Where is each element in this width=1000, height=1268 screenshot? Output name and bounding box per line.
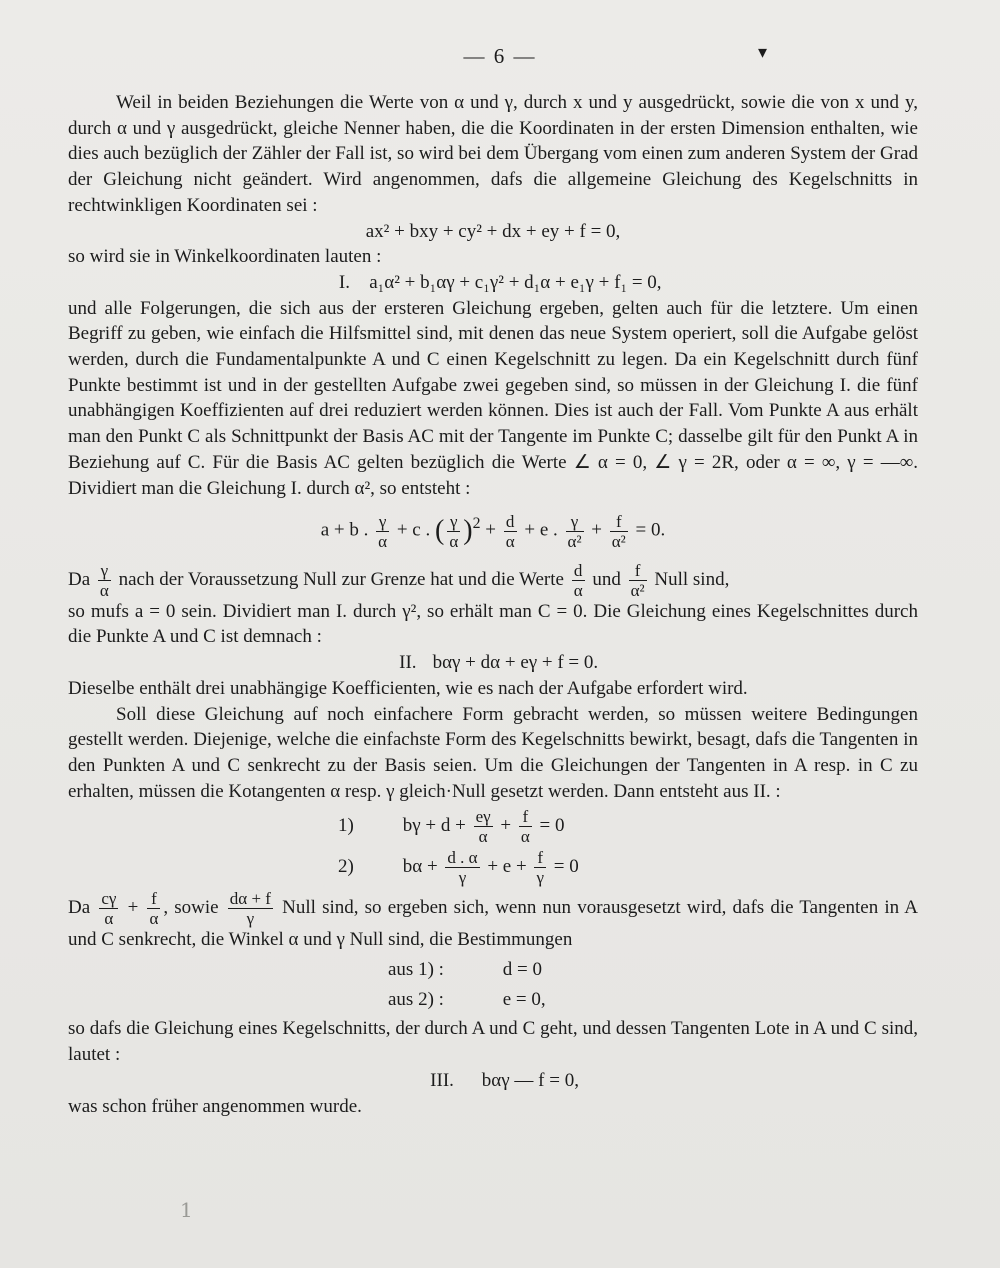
eq-div-exponent: 2: [472, 515, 481, 533]
sys2-frac-1: $\frac{d . \alpha}{\gamma}$: [447, 848, 478, 888]
equation-3: [68, 1068, 918, 1094]
para7-frac-3: $\frac{d\alpha + f}{\gamma}$: [229, 889, 271, 929]
sys2-frac-2: $\frac{f}{\gamma}$: [536, 848, 544, 888]
equation-general: ax² + bxy + cy² + dx + ey + f = 0,: [365, 220, 621, 242]
equation-1-label: I.: [338, 271, 350, 293]
para3-frac-2: $\frac{d}{\alpha}$: [573, 560, 583, 600]
main-text: [68, 90, 918, 1119]
eq-div-end: = 0.: [635, 519, 666, 541]
bottom-mark: 1: [180, 1198, 193, 1222]
equation-2: [68, 650, 918, 676]
equation-system-1: 1) bγ + d + $\frac{e\gamma}{\alpha}$ + $\frac{f}{\alpha}$ = 0: [338, 807, 565, 847]
eq-div-frac-3: $\frac{d}{\alpha}$: [505, 511, 515, 551]
paragraph-4: so mufs a = 0 sein. Dividiert man I. durch γ², so erhält man C = 0. Die Gleichung eines Kegelschnittes durch die Punkte A und C ist demnach :: [68, 600, 918, 648]
eq-div-frac-5: $\frac{f}{\text{α²}}$: [611, 511, 626, 551]
paragraph-winkel: so wird sie in Winkelkoordinaten lauten :: [68, 246, 382, 268]
equation-3-label: III.: [430, 1069, 454, 1091]
equation-2-body: bαγ + dα + eγ + f = 0.: [432, 652, 599, 674]
eq-div-frac-4: $\frac{\gamma}{\text{α²}}$: [567, 511, 582, 551]
eq-div-plus-2: +: [591, 519, 603, 541]
equation-system-2: 2) bα + $\frac{d . \alpha}{\gamma}$ + e + $\frac{f}{\gamma}$ = 0: [338, 848, 579, 888]
system-1-label: 1): [338, 815, 354, 837]
determination-2: aus 2) : e = 0,: [388, 988, 546, 1010]
determination-1: aus 1) : d = 0: [388, 959, 542, 981]
paragraph-5: Dieselbe enthält drei unabhängige Koefficienten, wie es nach der Aufgabe erfordert wird.: [68, 677, 748, 699]
eq-div-frac-2: $\frac{\gamma}{\alpha}$: [449, 511, 459, 551]
eq-div-paren-open: (: [434, 515, 445, 547]
eq-div-paren-close: ): [463, 515, 473, 547]
para3-frac-3: $\frac{f}{\text{α²}}$: [630, 560, 645, 600]
eq-div-term-e: + e .: [524, 519, 558, 541]
paragraph-8: so dafs die Gleichung eines Kegelschnitts, der durch A und C geht, und dessen Tangenten Lote in A und C sind, lautet :: [68, 1018, 918, 1066]
para7-frac-1: $\frac{c\gamma}{\alpha}$: [101, 889, 117, 929]
equation-1: [68, 270, 918, 296]
eq-div-plus-1: +: [485, 519, 496, 541]
equation-division: [68, 511, 918, 549]
para7-frac-2: $\frac{f}{\alpha}$: [149, 889, 159, 929]
equation-2-label: II.: [399, 652, 417, 674]
paragraph-2: und alle Folgerungen, die sich aus der ersteren Gleichung ergeben, gelten auch für die letztere. Um einen Begriff zu geben, wie einfach die Hilfsmittel sind, mit denen das neue System operiert, soll die Aufgabe gelöst werden, durch die Fundamentalpunkte A und C einen Kegelschnitt zu legen. Da ein Kegelschnitt durch fünf Punkte bestimmt ist und in der gestellten Aufgabe zwei gegeben sind, so müssen in der Gleichung I. die fünf unabhängigen Koeffizienten auf drei reduziert werden können. Dies ist auch der Fall. Vom Punkte A aus erhält man den Punkt C als Schnittpunkt der Basis AC mit der Tangente im Punkte C; dasselbe gilt für den Punkt A in Beziehung auf C. Für die Basis AC gelten bezüglich die Werte ∠ α = 0, ∠ γ = 2R, oder α = ∞, γ = —∞. Dividiert man die Gleichung I. durch α², so entsteht :: [68, 297, 918, 499]
eq-div-frac-1: $\frac{\gamma}{\alpha}$: [378, 511, 388, 551]
system-2-label: 2): [338, 856, 354, 878]
paragraph-9: was schon früher angenommen wurde.: [68, 1095, 362, 1117]
paragraph-3: Da $\frac{\gamma}{\alpha}$ nach der Voraussetzung Null zur Grenze hat und die Werte $\frac{d}{\alpha}$ und $\frac{f}{\text{α²}}$ Null sind,: [68, 560, 730, 600]
print-mark: ▾: [758, 42, 768, 63]
sys1-frac-2: $\frac{f}{\alpha}$: [520, 807, 530, 847]
equation-3-body: bαγ — f = 0,: [481, 1069, 579, 1091]
sys1-frac-1: $\frac{e\gamma}{\alpha}$: [475, 807, 491, 847]
eq-div-term-a: a + b .: [320, 519, 369, 541]
equation-1-body: a₁α² + b₁αγ + c₁γ² + d₁α + e₁γ + f₁ = 0,: [369, 271, 662, 293]
paragraph-1: Weil in beiden Beziehungen die Werte von α und γ, durch x und y ausgedrückt, sowie die von x und y, durch α und γ ausgedrückt, gleiche Nenner haben, die die Koordinaten in der ersten Dimension enthalten, wie dies auch bezüglich der Zähler der Fall ist, so wird bei dem Übergang vom einen zum anderen System der Grad der Gleichung nicht geändert. Wird angenommen, dafs die allgemeine Gleichung des Kegelschnitts in rechtwinkligen Koordinaten sei :: [68, 92, 918, 216]
eq-div-term-c: + c .: [396, 519, 431, 541]
para3-frac-1: $\frac{\gamma}{\alpha}$: [99, 560, 109, 600]
paragraph-7: Da $\frac{c\gamma}{\alpha}$ + $\frac{f}{\alpha}$ , sowie $\frac{d\alpha + f}{\gamma}$ Null sind, so ergeben sich, wenn nun vorausgesetzt wird, dafs die Tangenten in A und C senkrecht, die Winkel α und γ Null sind, die Bestimmungen: [68, 889, 919, 951]
paragraph-6: Soll diese Gleichung auf noch einfachere Form gebracht werden, so müssen weitere Bedingungen gestellt werden. Diejenige, welche die einfachste Form des Kegelschnitts bewirkt, besagt, dafs die Tangenten in den Punkten A und C senkrecht zu der Basis seien. Um die Gleichungen der Tangenten in A resp. in C zu erhalten, müssen die Kotangenten α resp. γ gleich·Null gesetzt werden. Dann entsteht aus II. :: [68, 703, 918, 802]
page-number: — 6 —: [463, 44, 537, 68]
